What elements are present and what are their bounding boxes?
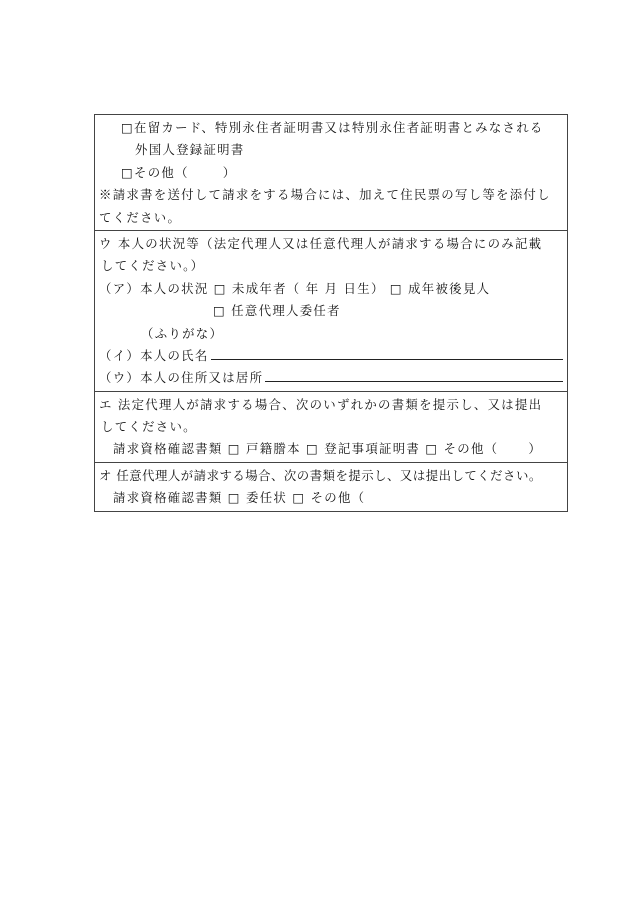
other-document-close: ）	[222, 164, 237, 180]
principal-status-section	[95, 230, 567, 391]
legal-agent-documents-close: ）	[528, 441, 543, 457]
principal-address-row	[99, 367, 563, 389]
legal-agent-documents: 請求資格確認書類 □ 戸籍謄本 □ 登記事項証明書 □ その他（	[113, 441, 499, 457]
voluntary-agent-documents[interactable]: 請求資格確認書類 □ 委任状 □ その他（	[113, 490, 366, 506]
mail-request-note: ※請求書を送付して請求をする場合には、加えて住民票の写し等を添付し	[99, 187, 551, 203]
principal-address-label: （ウ）本人の住所又は居所	[99, 370, 264, 386]
voluntary-agent-heading: オ 任意代理人が請求する場合、次の書類を提示し、又は提出してください。	[99, 467, 542, 483]
other-document-checkbox-line[interactable]	[99, 162, 563, 184]
alien-registration-line: 外国人登録証明書	[135, 142, 245, 158]
principal-status-options[interactable]: （ア）本人の状況 □ 未成年者（ 年 月 日生） □ 成年被後見人	[99, 280, 491, 296]
principal-status-heading: ウ 本人の状況等（法定代理人又は任意代理人が請求する場合にのみ記載	[99, 235, 543, 251]
other-document-label: □その他（	[121, 164, 189, 180]
mail-request-note-cont: てください。	[99, 209, 182, 225]
request-form-table	[94, 114, 568, 512]
legal-agent-heading-cont: してください。	[101, 419, 197, 435]
principal-status-heading-cont: してください。）	[101, 258, 205, 274]
legal-agent-section	[95, 391, 567, 462]
voluntary-principal-checkbox[interactable]: □ 任意代理人委任者	[213, 303, 341, 319]
residence-card-checkbox-line[interactable]: □在留カード、特別永住者証明書又は特別永住者証明書とみなされる	[121, 120, 544, 135]
id-document-section	[95, 115, 567, 230]
legal-agent-documents-row[interactable]	[99, 438, 563, 460]
principal-address-field[interactable]	[265, 367, 563, 382]
legal-agent-heading: エ 法定代理人が請求する場合、次のいずれかの書類を提示し、又は提出	[99, 396, 543, 412]
voluntary-agent-section	[95, 462, 567, 511]
principal-name-label: （イ）本人の氏名	[99, 347, 209, 363]
furigana-label: （ふりがな）	[141, 325, 224, 341]
principal-name-field[interactable]	[211, 345, 563, 360]
principal-name-row	[99, 345, 563, 367]
